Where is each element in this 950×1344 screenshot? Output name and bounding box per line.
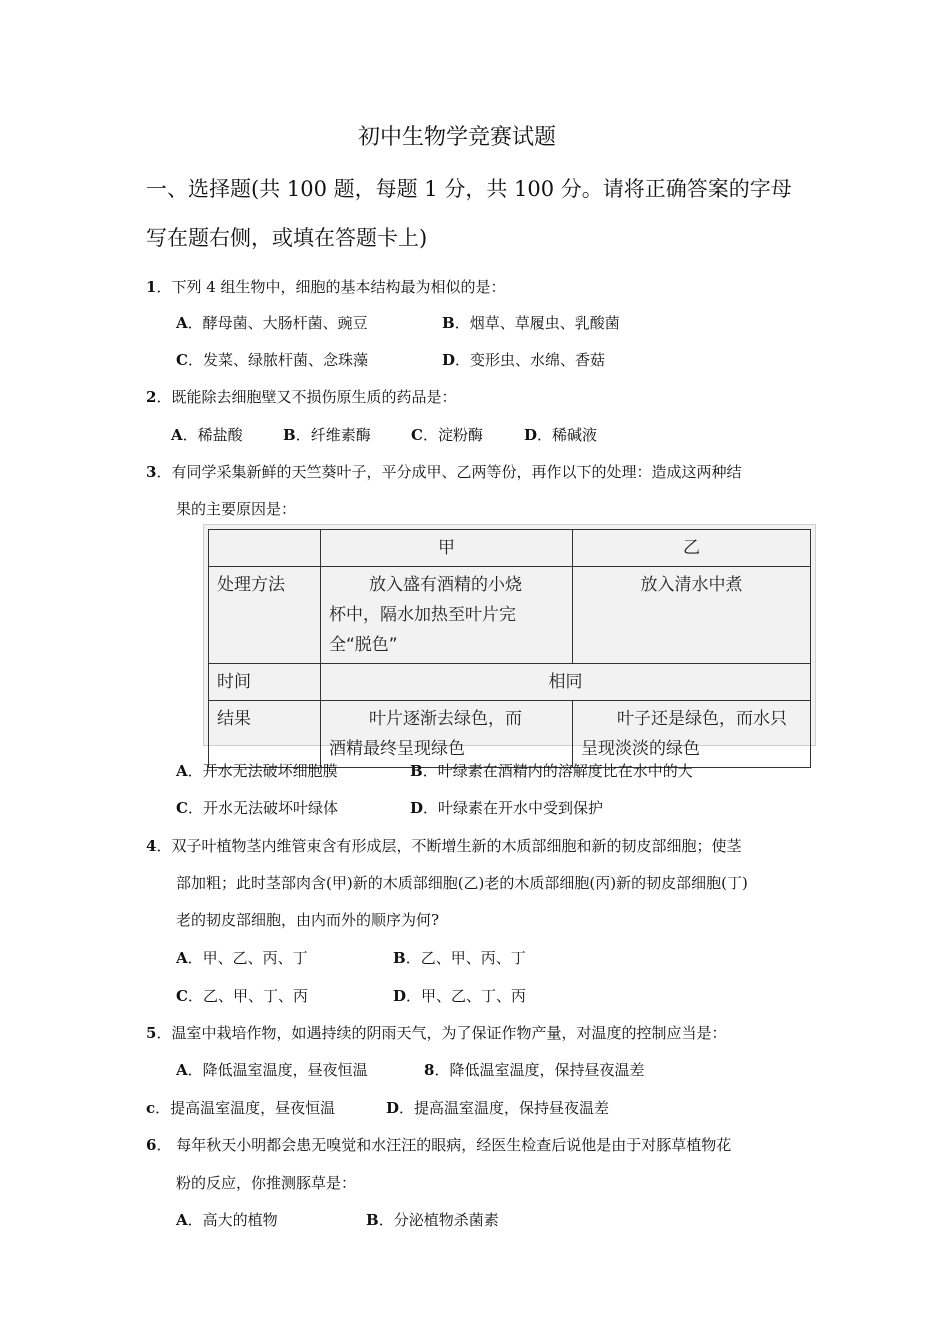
- question-3-stem: [146, 461, 741, 482]
- option-2d: [524, 424, 597, 445]
- question-4-stem: [146, 835, 741, 856]
- option-letter: D: [442, 351, 456, 369]
- question-4-stem-line-2: 部加粗；此时茎部肉含(甲)新的木质部细胞(乙)老的木质部细胞(丙)新的韧皮部细胞(丁): [176, 874, 748, 892]
- cell-line: 酒精最终呈现绿色: [329, 739, 465, 759]
- table-cell-yi: [573, 701, 811, 768]
- cell-line: 叶片逐渐去绿色，而: [369, 709, 522, 729]
- option-4c: [176, 985, 308, 1006]
- question-text: ． 每年秋天小明都会患无嗅觉和水汪汪的眼病，经医生检查后说他是由于对豚草植物花: [156, 1136, 732, 1154]
- table-row: [209, 701, 811, 768]
- table-cell-merged: 相同: [321, 664, 811, 701]
- option-text: ．开水无法破坏细胞膜: [187, 762, 338, 780]
- option-1a: [176, 312, 368, 333]
- option-letter: 8: [424, 1061, 435, 1079]
- table-row-label: 时间: [209, 664, 321, 701]
- table-cell-yi: [573, 567, 811, 664]
- question-text: ．有同学采集新鲜的天竺葵叶子，平分成甲、乙两等份，再作以下的处理：造成这两种结: [156, 463, 742, 481]
- option-5c: [146, 1097, 335, 1118]
- option-text: ．发菜、绿脓杆菌、念珠藻: [187, 351, 368, 369]
- option-letter: A: [176, 314, 188, 332]
- option-text: ．叶绿素在开水中受到保护: [423, 799, 604, 817]
- option-text: ．甲、乙、丙、丁: [187, 949, 308, 967]
- option-letter: C: [176, 987, 188, 1005]
- option-text: ．乙、甲、丁、丙: [187, 987, 308, 1005]
- cell-line: 叶子还是绿色，而水只: [617, 709, 787, 729]
- option-letter: A: [176, 1211, 188, 1229]
- table-header-row: [209, 530, 811, 567]
- option-text: ．高大的植物: [187, 1211, 278, 1229]
- option-text: ．稀盐酸: [182, 426, 243, 444]
- option-text: ．叶绿素在酒精内的溶解度比在水中的大: [422, 762, 693, 780]
- table-row: [209, 567, 811, 664]
- treatment-table-image: [203, 524, 816, 759]
- option-letter: A: [176, 949, 188, 967]
- option-text: ．开水无法破坏叶绿体: [187, 799, 338, 817]
- option-2a: [171, 424, 243, 445]
- option-text: ．分泌植物杀菌素: [378, 1211, 499, 1229]
- option-letter: A: [171, 426, 183, 444]
- option-6a: [176, 1209, 278, 1230]
- cell-line: 放入盛有酒精的小烧: [369, 575, 522, 595]
- option-4d: [393, 985, 526, 1006]
- option-letter: A: [176, 1061, 188, 1079]
- table-row-label: 处理方法: [209, 567, 321, 664]
- option-text: ．提高温室温度，保持昼夜温差: [399, 1099, 610, 1117]
- option-letter: C: [176, 351, 188, 369]
- question-5-stem: [146, 1022, 726, 1043]
- option-text: ．纤维素酶: [295, 426, 371, 444]
- question-number: 6: [146, 1136, 157, 1154]
- option-letter: D: [393, 987, 407, 1005]
- option-6b: [366, 1209, 499, 1230]
- option-letter: B: [442, 314, 455, 332]
- cell-line: 杯中，隔水加热至叶片完: [329, 605, 516, 625]
- section-header-line-1: 一、选择题(共 100 题，每题 1 分，共 100 分。请将正确答案的字母: [146, 177, 792, 201]
- option-text: ．甲、乙、丁、丙: [406, 987, 527, 1005]
- option-text: ．烟草、草履虫、乳酸菌: [454, 314, 620, 332]
- option-letter: A: [176, 762, 188, 780]
- section-header-line-2: 写在题右侧，或填在答题卡上): [146, 226, 428, 250]
- table-row-label: 结果: [209, 701, 321, 768]
- option-5a: [176, 1059, 368, 1080]
- table-header-yi: 乙: [573, 530, 811, 567]
- option-1c: [176, 349, 368, 370]
- cell-line: 全“脱色”: [329, 635, 398, 655]
- option-letter: C: [411, 426, 423, 444]
- option-text: ．提高温室温度，昼夜恒温: [155, 1099, 336, 1117]
- option-2c: [411, 424, 483, 445]
- option-3d: [410, 797, 603, 818]
- question-number: 3: [146, 463, 157, 481]
- option-letter: B: [410, 762, 423, 780]
- question-text: ．既能除去细胞壁又不损伤原生质的药品是：: [156, 388, 457, 406]
- table-cell: [209, 530, 321, 567]
- question-number: 5: [146, 1024, 157, 1042]
- option-text: ．降低温室温度，昼夜恒温: [187, 1061, 368, 1079]
- question-text: ．双子叶植物茎内维管束含有形成层，不断增生新的木质部细胞和新的韧皮部细胞；使茎: [156, 837, 742, 855]
- question-text: ．温室中栽培作物，如遇持续的阴雨天气，为了保证作物产量，对温度的控制应当是：: [156, 1024, 727, 1042]
- option-letter: B: [366, 1211, 379, 1229]
- question-4-stem-line-3: 老的韧皮部细胞，由内而外的顺序为何?: [176, 911, 440, 929]
- cell-line: 呈现淡淡的绿色: [581, 739, 700, 759]
- table-header-jia: 甲: [321, 530, 573, 567]
- option-letter: B: [393, 949, 406, 967]
- option-letter: D: [410, 799, 424, 817]
- option-text: ．稀碱液: [537, 426, 598, 444]
- option-4a: [176, 947, 308, 968]
- option-3a: [176, 760, 338, 781]
- question-text: ．下列 4 组生物中，细胞的基本结构最为相似的是：: [156, 278, 506, 296]
- treatment-table: [208, 529, 811, 768]
- option-text: ．乙、甲、丙、丁: [405, 949, 526, 967]
- option-text: ．变形虫、水绵、香菇: [455, 351, 606, 369]
- question-1-stem: [146, 276, 506, 297]
- option-4b: [393, 947, 526, 968]
- table-cell-jia: [321, 701, 573, 768]
- option-1d: [442, 349, 605, 370]
- option-text: ．降低温室温度，保持昼夜温差: [434, 1061, 645, 1079]
- option-letter: c: [146, 1099, 156, 1117]
- option-5d: [386, 1097, 609, 1118]
- option-1b: [442, 312, 620, 333]
- table-row: [209, 664, 811, 701]
- table-cell-jia: [321, 567, 573, 664]
- question-number: 4: [146, 837, 157, 855]
- question-6-stem-line-2: 粉的反应，你推测豚草是：: [176, 1174, 357, 1192]
- option-3c: [176, 797, 338, 818]
- option-letter: D: [386, 1099, 400, 1117]
- option-letter: B: [283, 426, 296, 444]
- option-2b: [283, 424, 371, 445]
- option-text: ．淀粉酶: [422, 426, 483, 444]
- option-text: ．酵母菌、大肠杆菌、豌豆: [187, 314, 368, 332]
- option-letter: C: [176, 799, 188, 817]
- question-number: 2: [146, 388, 157, 406]
- cell-line: 放入清水中煮: [640, 575, 743, 595]
- option-3b: [410, 760, 693, 781]
- question-6-stem: [146, 1134, 731, 1155]
- question-3-stem-line-2: 果的主要原因是：: [176, 500, 297, 518]
- page-title: 初中生物学竞赛试题: [358, 125, 557, 150]
- option-letter: D: [524, 426, 538, 444]
- option-5b: [424, 1059, 644, 1080]
- question-number: 1: [146, 278, 157, 296]
- question-2-stem: [146, 386, 456, 407]
